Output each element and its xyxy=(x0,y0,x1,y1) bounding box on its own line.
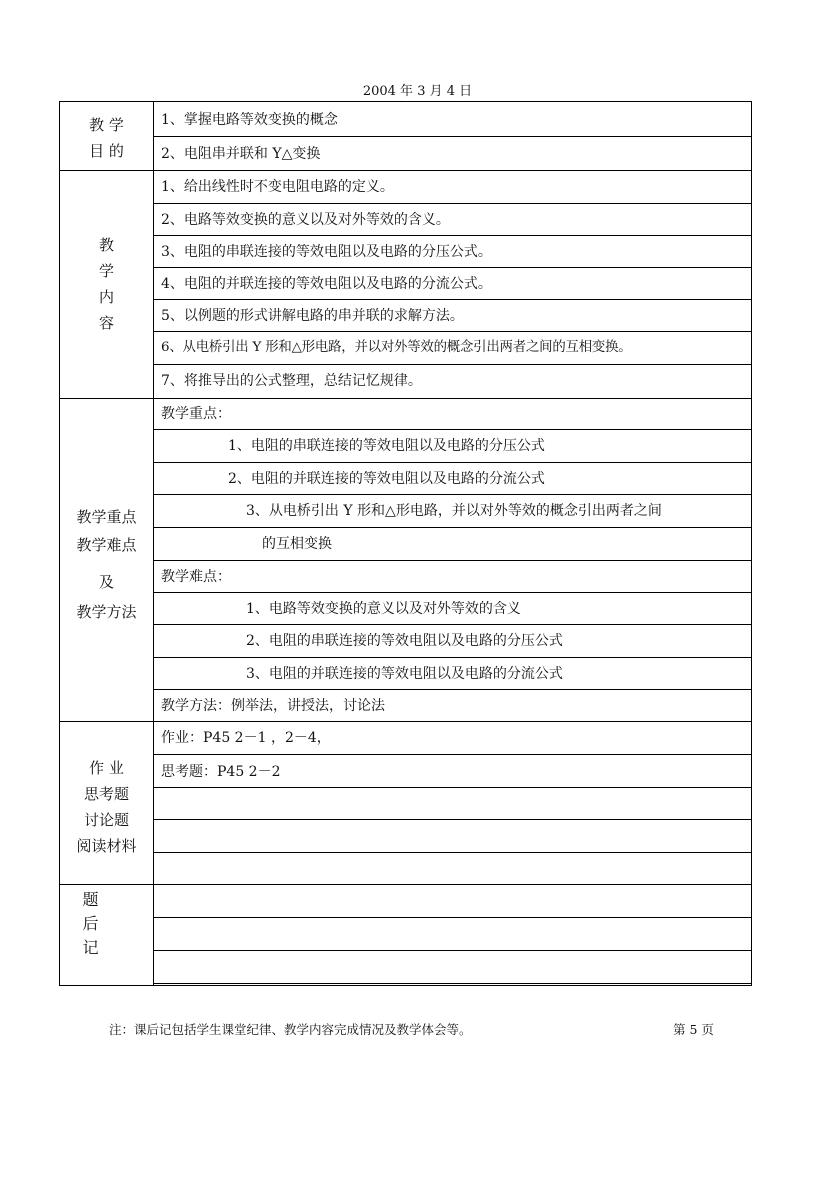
content-item: 2、电路等效变换的意义以及对外等效的含义。 xyxy=(161,212,450,228)
content-item: 3、电阻的串联连接的等效电阻以及电路的分压公式。 xyxy=(161,244,492,260)
content-label-char: 内 xyxy=(98,288,114,306)
goal-item: 1、掌握电路等效变换的概念 xyxy=(161,112,338,128)
keypoints-label-line: 教学方法 xyxy=(76,603,137,621)
goal-item: 2、电阻串并联和 Y△变换 xyxy=(161,146,321,162)
content-item: 6、从电桥引出 Y 形和△形电路，并以对外等效的概念引出两者之间的互相变换。 xyxy=(161,340,632,355)
focus-item: 2、电阻的并联连接的等效电阻以及电路的分流公式 xyxy=(228,471,545,487)
content-label-char: 容 xyxy=(98,314,114,332)
difficulty-heading: 教学难点： xyxy=(161,569,231,585)
content-label-char: 学 xyxy=(98,262,114,280)
footer-note: 注：课后记包括学生课堂纪律、教学内容完成情况及教学体会等。 xyxy=(109,1022,472,1037)
homework-label-line: 作 业 xyxy=(89,759,124,777)
keypoints-label-line: 教学难点 xyxy=(76,536,137,554)
homework-label-line: 思考题 xyxy=(83,785,129,803)
homework-item: 作业：P45 2－1 ，2－4， xyxy=(161,730,331,746)
content-item: 1、给出线性时不变电阻电路的定义。 xyxy=(161,179,394,195)
afterword-label-char: 记 xyxy=(82,938,99,957)
keypoints-label-line: 教学重点 xyxy=(76,508,137,526)
difficulty-item: 1、电路等效变换的意义以及对外等效的含义 xyxy=(246,601,521,617)
content-item: 5、以例题的形式讲解电路的串并联的求解方法。 xyxy=(161,308,464,324)
keypoints-label-line: 及 xyxy=(98,573,114,591)
focus-heading: 教学重点： xyxy=(161,406,231,422)
focus-item: 1、电阻的串联连接的等效电阻以及电路的分压公式 xyxy=(228,438,545,454)
difficulty-item: 3、电阻的并联连接的等效电阻以及电路的分流公式 xyxy=(246,666,563,682)
afterword-label-char: 后 xyxy=(82,914,99,933)
teaching-method: 教学方法：例举法，讲授法，讨论法 xyxy=(161,698,385,714)
lesson-plan-table xyxy=(59,101,752,986)
content-label-char: 教 xyxy=(98,236,114,254)
page-number: 第 5 页 xyxy=(673,1022,714,1037)
afterword-label-char: 题 xyxy=(82,890,99,909)
goals-label-line1: 教 学 xyxy=(89,116,124,134)
document-date: 2004 年 3 月 4 日 xyxy=(362,84,473,99)
homework-label-line: 讨论题 xyxy=(83,811,129,829)
difficulty-item: 2、电阻的串联连接的等效电阻以及电路的分压公式 xyxy=(246,633,563,649)
content-item: 7、将推导出的公式整理，总结记忆规律。 xyxy=(161,373,422,389)
homework-label-line: 阅读材料 xyxy=(76,837,137,855)
content-item: 4、电阻的并联连接的等效电阻以及电路的分流公式。 xyxy=(161,276,492,292)
focus-item: 3、从电桥引出 Y 形和△形电路，并以对外等效的概念引出两者之间 xyxy=(246,503,662,519)
focus-item-continuation: 的互相变换 xyxy=(262,536,332,552)
homework-item: 思考题：P45 2－2 xyxy=(161,764,281,780)
goals-label-line2: 目 的 xyxy=(89,142,124,160)
